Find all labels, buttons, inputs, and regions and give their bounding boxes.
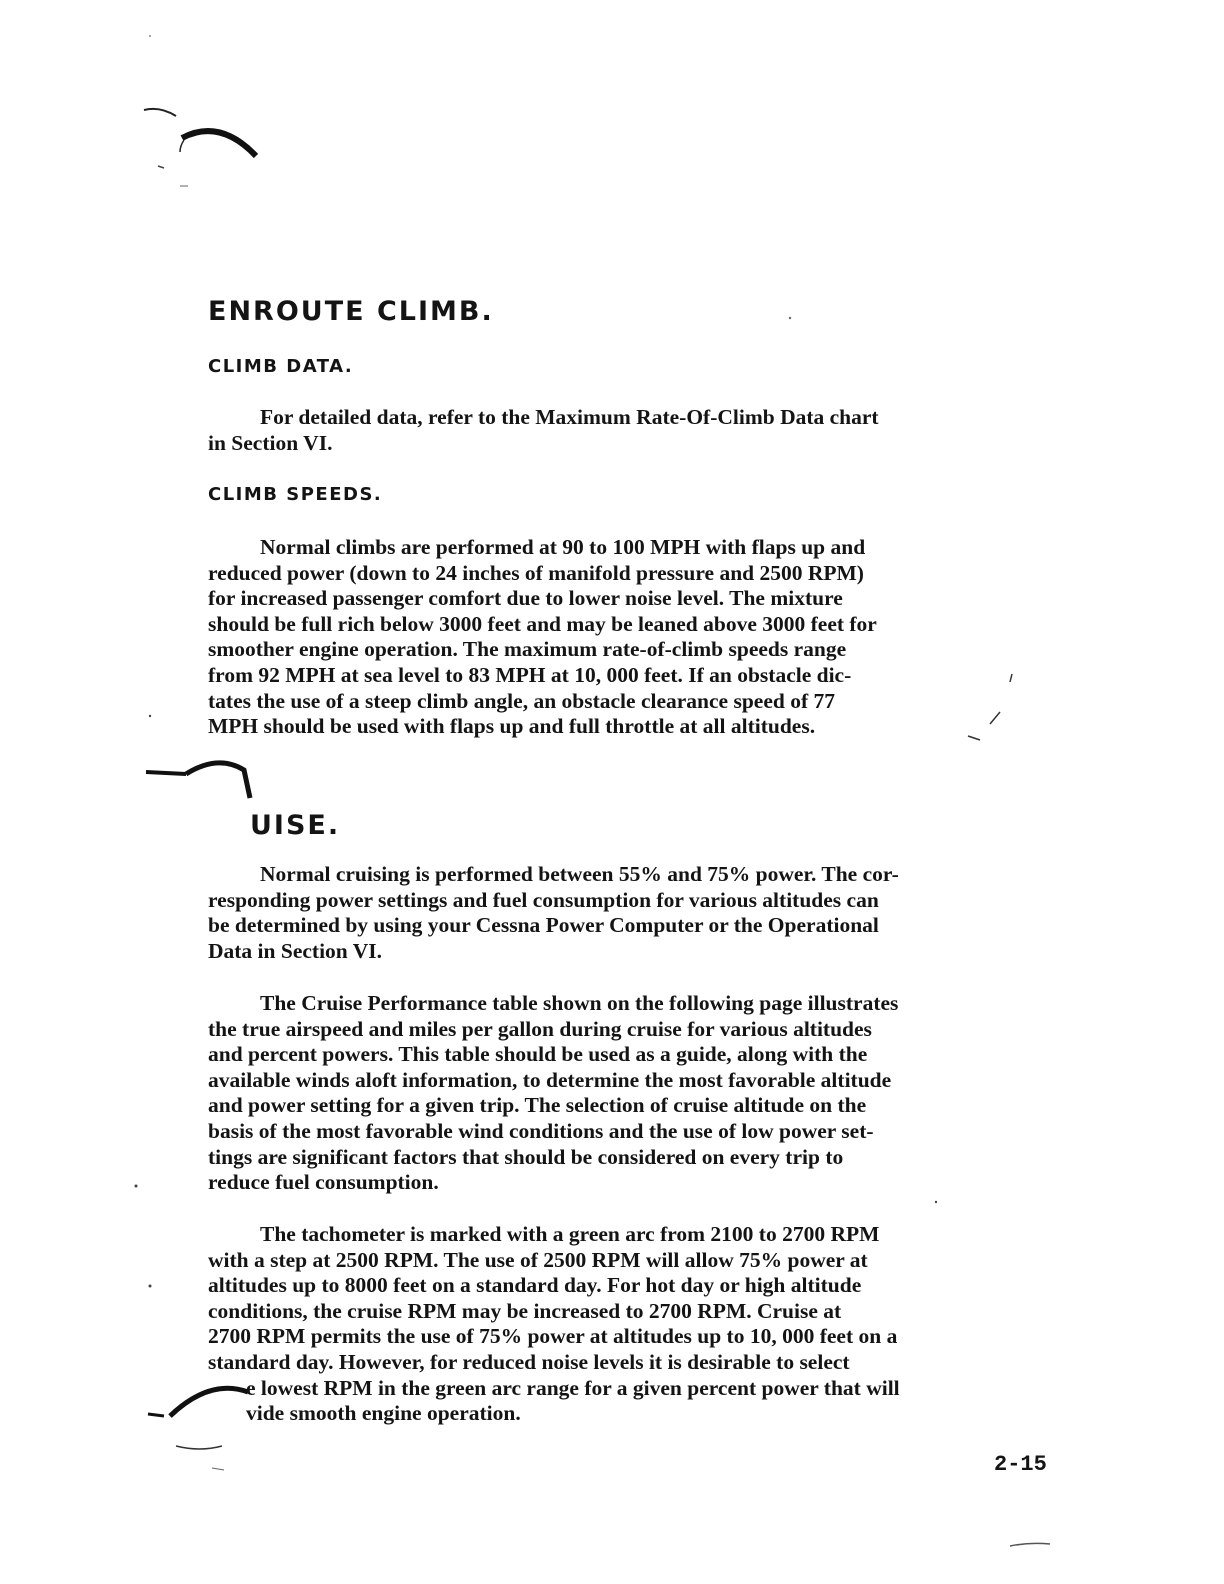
text-line: tings are significant factors that should be considered on every trip to [208,1144,844,1169]
text-line: MPH should be used with flaps up and full throttle at all altitudes. [208,714,816,739]
text-line: For detailed data, refer to the Maximum Rate-Of-Climb Data chart [260,405,879,429]
text-line: from 92 MPH at sea level to 83 MPH at 10, 000 feet. If an obstacle dic- [208,662,852,687]
text-line: the true airspeed and miles per gallon during cruise for various altitudes [208,1016,872,1041]
text-line: reduce fuel consumption. [208,1170,439,1195]
paragraph-climb-speeds [208,535,1058,740]
text-line: smoother engine operation. The maximum rate-of-climb speeds range [208,637,847,662]
paragraph-cruise-1 [208,862,1058,964]
text-line: in Section VI. [208,430,333,455]
subheading-climb-speeds: CLIMB SPEEDS. [208,484,383,505]
paragraph-cruise-2 [208,991,1058,1196]
text-line: and percent powers. This table should be used as a guide, along with the [208,1042,868,1067]
text-line: tates the use of a steep climb angle, an obstacle clearance speed of 77 [208,688,835,713]
section-title-enroute-climb: ENROUTE CLIMB. [208,296,494,327]
text-line: be determined by using your Cessna Power Computer or the Operational [208,913,879,938]
text-line: with a step at 2500 RPM. The use of 2500 RPM will allow 75% power at [208,1247,868,1272]
subheading-climb-data: CLIMB DATA. [208,356,354,377]
text-line: The Cruise Performance table shown on the following page illustrates [260,991,899,1015]
page-number: 2-15 [994,1452,1047,1477]
text-line: and power setting for a given trip. The selection of cruise altitude on the [208,1093,867,1118]
text-line: conditions, the cruise RPM may be increased to 2700 RPM. Cruise at [208,1298,842,1323]
text-line: The tachometer is marked with a green arc from 2100 to 2700 RPM [260,1222,880,1246]
text-line: basis of the most favorable wind conditions and the use of low power set- [208,1118,874,1143]
text-line: e lowest RPM in the green arc range for a given percent power that will [246,1375,900,1400]
text-line: Normal climbs are performed at 90 to 100 MPH with flaps up and [260,535,866,559]
text-line: for increased passenger comfort due to lower noise level. The mixture [208,586,843,611]
paragraph-cruise-3 [208,1222,1058,1427]
text-line: available winds aloft information, to determine the most favorable altitude [208,1067,892,1092]
text-line: should be full rich below 3000 feet and may be leaned above 3000 feet for [208,611,877,636]
paragraph-climb-data [208,405,1058,456]
text-line: responding power settings and fuel consumption for various altitudes can [208,887,879,912]
text-line: Normal cruising is performed between 55% and 75% power. The cor- [260,862,899,886]
text-line: altitudes up to 8000 feet on a standard day. For hot day or high altitude [208,1273,862,1298]
text-line: Data in Section VI. [208,938,383,963]
text-line: vide smooth engine operation. [246,1401,521,1426]
text-line: standard day. However, for reduced noise levels it is desirable to select [208,1349,850,1374]
section-title-cruise: UISE. [250,810,341,841]
text-line: reduced power (down to 24 inches of manifold pressure and 2500 RPM) [208,560,864,585]
text-line: 2700 RPM permits the use of 75% power at altitudes up to 10, 000 feet on a [208,1324,898,1349]
